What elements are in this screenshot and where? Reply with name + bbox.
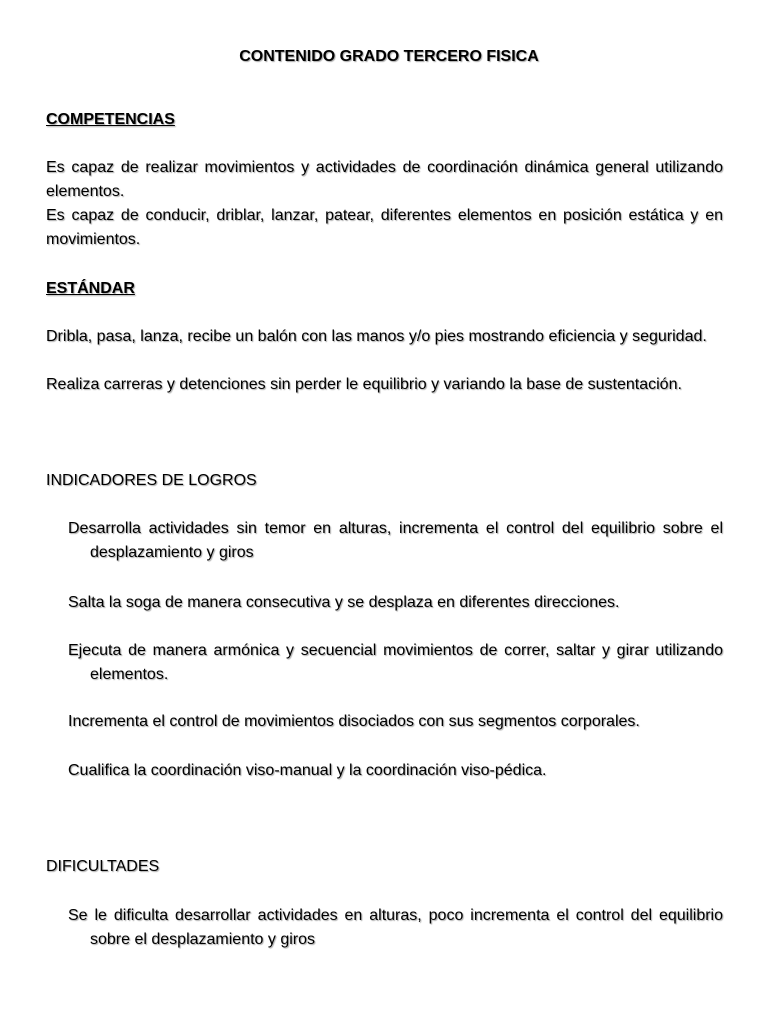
indicador-item-5: Cualifica la coordinación viso-manual y la coordinación viso-pédica. xyxy=(68,762,547,779)
estandar-paragraph-2: Realiza carreras y detenciones sin perder le equilibrio y variando la base de sustentación. xyxy=(46,376,682,393)
indicadores-heading: INDICADORES DE LOGROS xyxy=(46,472,257,489)
estandar-heading: ESTÁNDAR xyxy=(46,280,135,297)
indicador-item-1: Desarrolla actividades sin temor en alturas, incrementa el control del equilibrio sobre el desplazamiento y giros xyxy=(68,520,723,561)
indicador-item-4: Incrementa el control de movimientos disociados con sus segmentos corporales. xyxy=(68,713,640,730)
indicador-item-2: Salta la soga de manera consecutiva y se desplaza en diferentes direcciones. xyxy=(68,594,620,611)
competencias-heading: COMPETENCIAS xyxy=(46,111,175,128)
dificultad-item-1: Se le dificulta desarrollar actividades en alturas, poco incrementa el control del equilibrio sobre el desplazamiento y giros xyxy=(68,907,723,948)
estandar-paragraph-1: Dribla, pasa, lanza, recibe un balón con las manos y/o pies mostrando eficiencia y seguridad. xyxy=(46,328,707,345)
document-title: CONTENIDO GRADO TERCERO FISICA xyxy=(239,48,539,65)
competencias-paragraph-1: Es capaz de realizar movimientos y actividades de coordinación dinámica general utilizando elementos. xyxy=(46,159,723,200)
competencias-paragraph-2: Es capaz de conducir, driblar, lanzar, patear, diferentes elementos en posición estática y en movimientos. xyxy=(46,207,723,248)
indicador-item-3: Ejecuta de manera armónica y secuencial movimientos de correr, saltar y girar utilizando elementos. xyxy=(68,642,723,683)
dificultades-heading: DIFICULTADES xyxy=(46,858,160,875)
